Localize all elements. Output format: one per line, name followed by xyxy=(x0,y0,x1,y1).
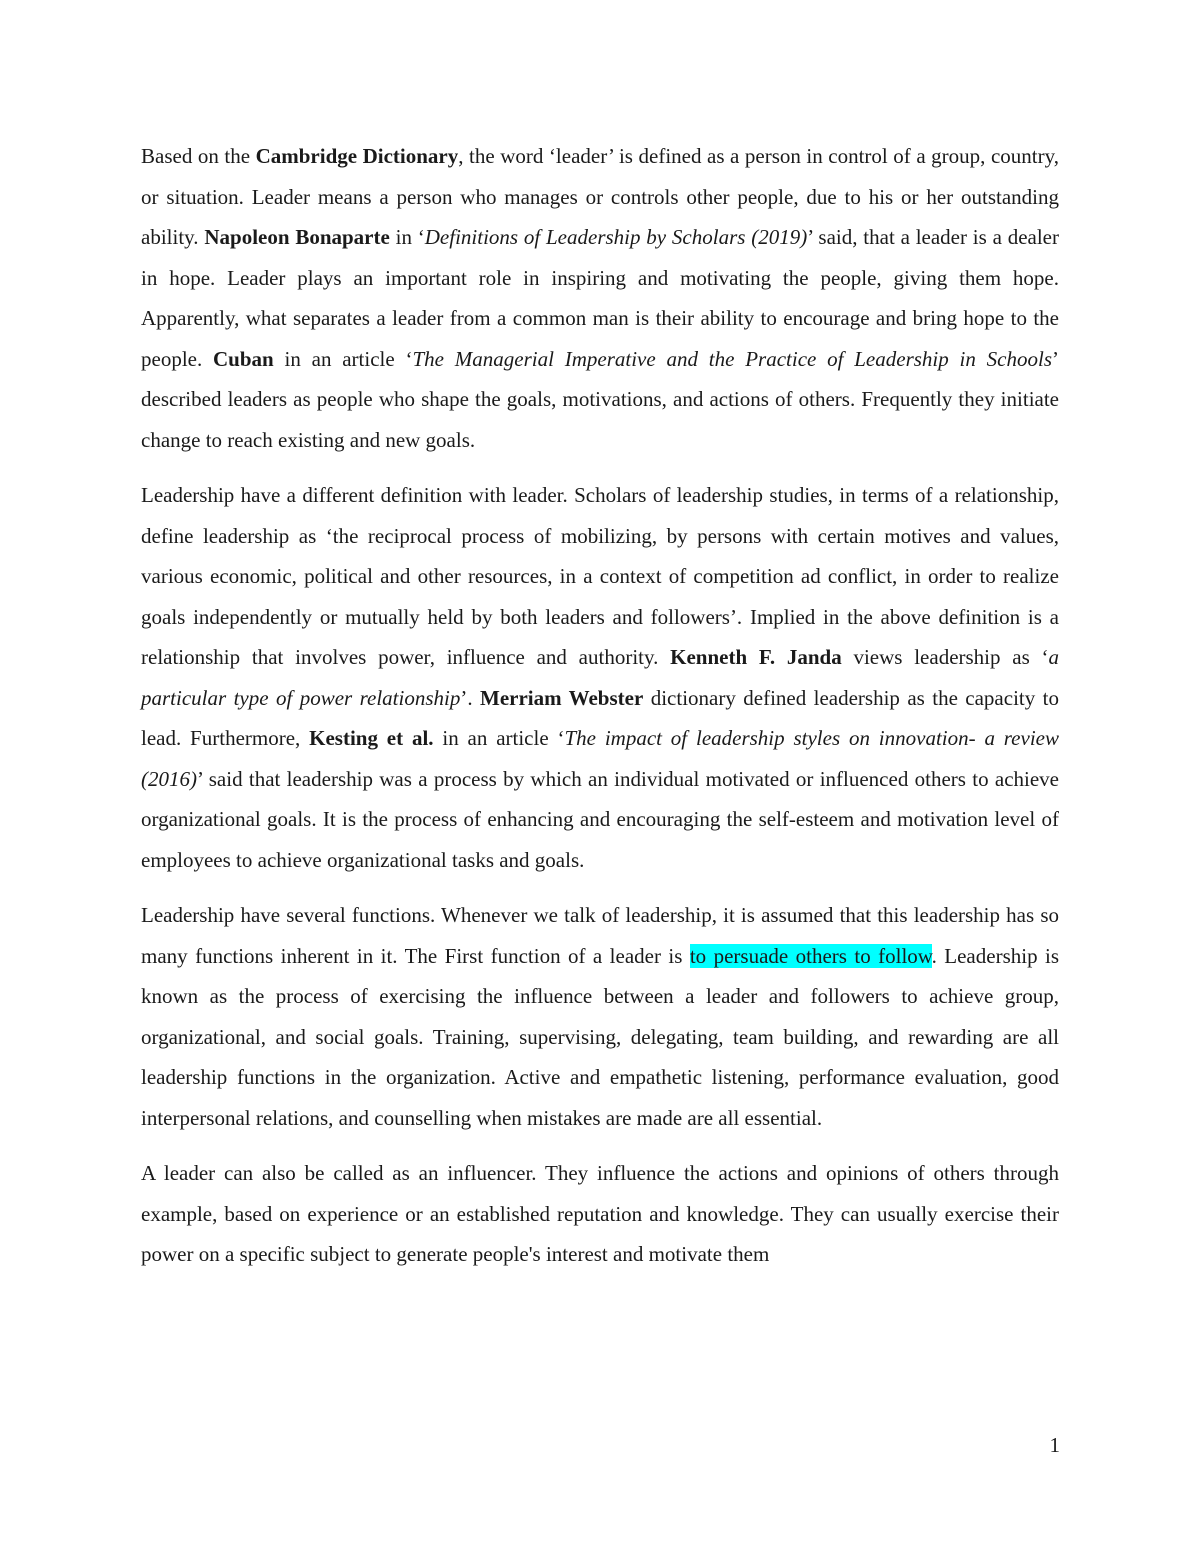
page-number: 1 xyxy=(1049,1433,1060,1457)
bold-text: Cuban xyxy=(213,346,274,371)
paragraph xyxy=(141,895,1059,1138)
italic-text: a particular type of power relationship xyxy=(141,645,1060,710)
text-run: views leadership as ‘ xyxy=(841,645,1049,669)
bold-text: Merriam Webster xyxy=(480,685,644,710)
paragraph xyxy=(141,475,1059,880)
bold-text: Napoleon Bonaparte xyxy=(204,225,390,249)
bold-text: Kenneth F. Janda xyxy=(670,645,842,669)
text-run: in ‘ xyxy=(389,225,425,249)
text-run: in an article ‘ xyxy=(433,726,565,750)
text-run: ’ described leaders as people who shape the goals, motivations, and actions of others. Frequently they initiate change to reach existing and new goals. xyxy=(141,346,1059,452)
text-run: dictionary defined leadership as the capacity to lead. Furthermore, xyxy=(141,685,1059,750)
text-run: Based on the xyxy=(141,144,256,168)
text-run: ’ said, that a leader is a dealer in hope. Leader plays an important role in inspiring and motivating the people, giving them hope. Apparently, what separates a leader from a common man is their ability to encourage and bring hope to the people. xyxy=(141,225,1059,371)
bold-text: Cambridge Dictionary xyxy=(255,144,459,168)
highlighted-text: to persuade others to follow xyxy=(689,943,932,968)
text-run: . Leadership is known as the process of exercising the influence between a leader and followers to achieve group, organizational, and social goals. Training, supervising, delegating, team building, and rewarding are all leadership functions in the organization. Active and empathetic listening, performance evaluation, good interpersonal relations, and counselling when mistakes are made are all essential. xyxy=(141,943,1060,1130)
text-run: ’. xyxy=(460,685,480,710)
paragraph xyxy=(141,1153,1059,1275)
text-run: Leadership have a different definition with leader. Scholars of leadership studies, in terms of a relationship, define leadership as ‘the reciprocal process of mobilizing, by persons with certain motives and values, various economic, political and other resources, in a context of competition ad conflict, in order to realize goals independently or mutually held by both leaders and followers’. Implied in the above definition is a relationship that involves power, influence and authority. xyxy=(141,483,1059,669)
text-run: ’ said that leadership was a process by which an individual motivated or influenced others to achieve organizational goals. It is the process of enhancing and encouraging the self-esteem and motivation level of employees to achieve organizational tasks and goals. xyxy=(141,766,1059,872)
italic-text: The Managerial Imperative and the Practice of Leadership in Schools xyxy=(412,346,1052,371)
text-run: in an article ‘ xyxy=(273,346,413,371)
text-run: A leader can also be called as an influencer. They influence the actions and opinions of others through example, based on experience or an established reputation and knowledge. They can usually exercise their power on a specific subject to generate people's interest and motivate them xyxy=(141,1161,1059,1266)
text-run: , the word ‘leader’ is defined as a person in control of a group, country, or situation. Leader means a person who manages or controls other people, due to his or her outstanding ability. xyxy=(141,144,1059,249)
bold-text: Kesting et al. xyxy=(309,726,434,750)
italic-text: The impact of leadership styles on innovation- a review (2016) xyxy=(141,726,1059,791)
paragraph xyxy=(141,136,1059,460)
document-body xyxy=(141,136,1059,1290)
italic-text: Definitions of Leadership by Scholars (2019) xyxy=(424,225,808,249)
text-run: Leadership have several functions. Whenever we talk of leadership, it is assumed that this leadership has so many functions inherent in it. The First function of a leader is xyxy=(141,903,1059,968)
